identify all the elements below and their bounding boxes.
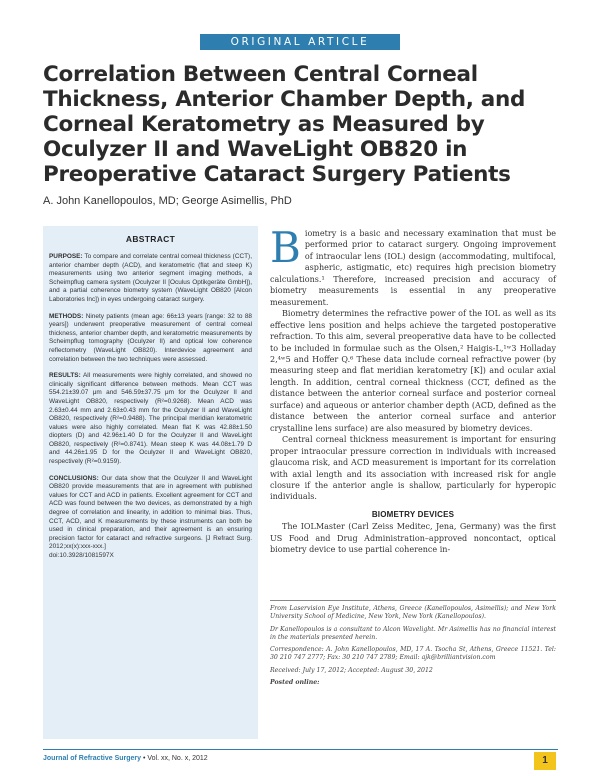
abstract-box bbox=[43, 226, 258, 739]
footnote-divider bbox=[270, 600, 556, 601]
doi: doi:10.3928/1081597X bbox=[49, 552, 114, 559]
article-title: Correlation Between Central Corneal Thickness, Anterior Chamber Depth, and Corneal Keratometry as Measured by Oculyzer II and WaveLight OB820 in Preoperative Cataract Surgery Patients bbox=[43, 62, 526, 187]
purpose-text: To compare and correlate central corneal thickness (CCT), anterior chamber depth (ACD), and keratometric (flat and steep K) measurements using two anterior segment imaging methods, a Scheimpflug camera system (Oculyzer II [Oculus Optikgeräte GmbH]), and a partial coherence biometry system (WaveLight OB820 [Alcon Laboratories Inc]) in eyes undergoing cataract surgery. bbox=[49, 253, 252, 303]
conclusions-label: CONCLUSIONS: bbox=[49, 474, 99, 482]
body-column bbox=[270, 223, 556, 556]
footer-journal: Journal of Refractive Surgery bbox=[43, 755, 142, 762]
footnote-disclosure: Dr Kanellopoulos is a consultant to Alcon Wavelight. Mr Asimellis has no financial interest in the materials presented herein. bbox=[270, 625, 556, 641]
authors: A. John Kanellopoulos, MD; George Asimellis, PhD bbox=[43, 195, 292, 207]
body-paragraph-1-text: iometry is a basic and necessary examination that must be performed prior to cataract surgery. Ongoing improvement of intraocular lens (IOL) design (accommodating, multifocal, aspheric, astigmatic, etc) requires high precision biometry calculations.¹ Therefore, increased precision and accuracy of biometry measurements is essential in any preoperative measurement. bbox=[270, 229, 556, 307]
footer-issue: • Vol. xx, No. x, 2012 bbox=[141, 755, 208, 762]
body-paragraph-4: The IOLMaster (Carl Zeiss Meditec, Jena, Germany) was the first US Food and Drug Administration–approved noncontact, optical biometry device to use partial coherence in- bbox=[270, 522, 556, 555]
footnote-dates: Received: July 17, 2012; Accepted: August 30, 2012 bbox=[270, 666, 433, 674]
abstract-heading: ABSTRACT bbox=[125, 234, 176, 244]
section-heading: BIOMETRY DEVICES bbox=[371, 509, 455, 519]
footnotes bbox=[270, 605, 556, 691]
results-label: RESULTS: bbox=[49, 372, 81, 380]
footnote-affiliation: From Laservision Eye Institute, Athens, Greece (Kanellopoulos, Asimellis); and New York University School of Medicine, New York, New York (Kanellopoulos). bbox=[270, 605, 556, 621]
purpose-label: PURPOSE: bbox=[49, 253, 83, 260]
abstract-methods bbox=[49, 313, 252, 365]
body-paragraph-3: Central corneal thickness measurement is important for ensuring proper intraocular pressure correction in individuals with increased glaucoma risk, and ACD measurement is important for its correlation with axial length and its association with increased risk for angle closure if the anterior angle is shallow, particularly for hyperopic individuals. bbox=[270, 435, 556, 502]
drop-cap: B bbox=[270, 223, 301, 272]
section-label: ORIGINAL ARTICLE bbox=[200, 34, 400, 50]
footnote-correspondence: Correspondence: A. John Kanellopoulos, MD, 17 A. Tsocha St, Athens, Greece 11521. Tel: 30 210 747 2777; Fax: 30 210 747 2789; Email: ajk@brilliantvision.com bbox=[270, 646, 556, 662]
footer bbox=[43, 755, 208, 762]
results-text: All measurements were highly correlated, and showed no clinically significant difference between methods. Mean CCT was 554.21±39.07 μm and 546.59±37.75 μm for the Oculyzer II and WaveLight OB820, respectively (R²=0.9268). Mean ACD was 2.63±0.44 mm and 2.63±0.43 mm for the Oculyzer II and WaveLight OB820, respectively (R²=0.9488). The principal meridian keratometric values were also highly correlated. Mean flat K was 42.88±1.50 diopters (D) and 42.96±1.40 D for the Oculyzer II and WaveLight OB820, respectively (R²=0.8741). Mean steep K was 44.08±1.79 D and 44.26±1.95 D for the Oculyzer II and WaveLight OB820, respectively (R²=0.9159). bbox=[49, 372, 253, 466]
abstract-purpose bbox=[49, 253, 252, 305]
page-number: 1 bbox=[534, 752, 556, 770]
citation: [J Refract Surg. 2012;xx(x):xxx-xxx.] bbox=[49, 534, 252, 551]
conclusions-text: Our data show that the Oculyzer II and WaveLight OB820 provide measurements that are in agreement with published values for CCT and ACD in patients. Excellent agreement for CCT and ACD was found between the two devices, as demonstrated by a high degree of correlation and linearity, in addition to minimal bias. Thus, CCT, ACD, and K measurements by these instruments can both be used in clinical preparation, and their agreement is an ensuring precision factor for cataract and refractive surgeons. bbox=[49, 474, 252, 542]
body-paragraph-1 bbox=[270, 223, 556, 308]
abstract-results bbox=[49, 372, 252, 467]
methods-text: Ninety patients (mean age: 66±13 years [range: 32 to 88 years]) underwent preoperative measurement of central corneal thickness, anterior chamber depth, and keratometric measurements by Scheimpflug tomography (Oculyzer II) and optical low coherence reflectometry (WaveLight OB820). Interdevice agreement and correlation between the two techniques were assessed. bbox=[49, 312, 252, 363]
body-paragraph-2: Biometry determines the refractive power of the IOL as well as its effective lens position and helps achieve the targeted postoperative refraction. To this aim, several preoperative data have to be collected to be included in formulae such as the Olsen,² Haigis-L,¹ʷ3 Holladay 2,⁴ʷ5 and Hoffer Q.⁶ These data include corneal refractive power (by measuring steep and flat meridian keratometry [K]) and ocular axial length. In addition, central corneal thickness (CCT, defined as the distance between the anterior corneal surface and posterior corneal surface) and aqueous or anterior chamber depth (ACD, defined as the distance between the anterior corneal surface and anterior crystalline lens surface) are also measured by biometry devices. bbox=[270, 309, 556, 433]
abstract-conclusions bbox=[49, 475, 252, 561]
abstract-body bbox=[43, 253, 258, 561]
footer-divider bbox=[43, 749, 558, 750]
footnote-posted: Posted online: bbox=[270, 679, 320, 687]
methods-label: METHODS: bbox=[49, 312, 84, 320]
